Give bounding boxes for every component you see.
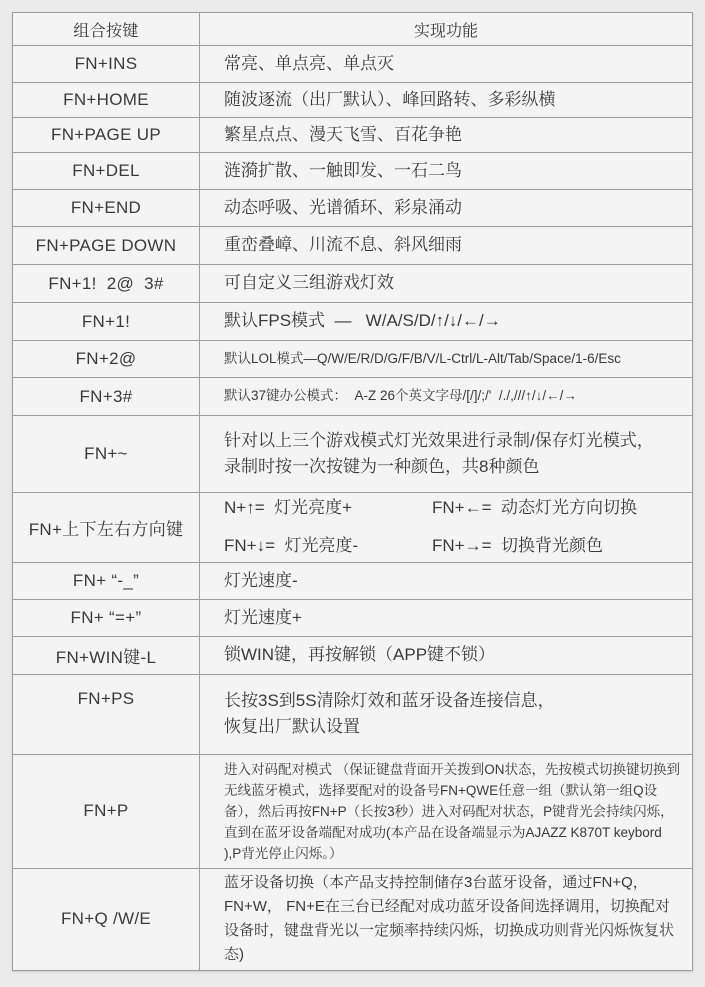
combo-key-cell: FN+上下左右方向键 bbox=[13, 493, 200, 563]
combo-key-cell: FN+ “-_” bbox=[13, 562, 200, 599]
function-line: 灯光速度+ bbox=[224, 607, 302, 627]
shortcut-brightness-down: FN+↓= 灯光亮度- bbox=[224, 536, 359, 556]
table-row bbox=[13, 46, 693, 83]
combo-key-cell: FN+PS bbox=[13, 674, 200, 754]
table-row bbox=[13, 83, 693, 118]
function-cell bbox=[200, 754, 693, 868]
table-row bbox=[13, 416, 693, 493]
combo-key-cell: FN+~ bbox=[13, 416, 200, 493]
function-cell bbox=[200, 265, 693, 303]
combo-key-cell: FN+DEL bbox=[13, 153, 200, 190]
function-line: 锁WIN键，再按解锁（APP键不锁） bbox=[224, 645, 496, 665]
combo-key-cell: FN+WIN键-L bbox=[13, 636, 200, 674]
function-cell bbox=[200, 118, 693, 153]
header-combo-keys: 组合按键 bbox=[13, 13, 200, 46]
manual-table bbox=[12, 12, 693, 971]
combo-key-cell: FN+PAGE DOWN bbox=[13, 227, 200, 265]
function-cell bbox=[200, 83, 693, 118]
combo-key-cell: FN+Q /W/E bbox=[13, 868, 200, 970]
shortcut-brightness-up: N+↑= 灯光亮度+ bbox=[224, 498, 353, 517]
bluetooth-switch-instructions: 蓝牙设备切换（本产品支持控制储存3台蓝牙设备，通过FN+Q，FN+W， FN+E在三台已经配对成功蓝牙设备间选择调用，切换配对设备时，键盘背光以一定频率持续闪烁，切换成功则背光闪烁恢复状态) bbox=[224, 874, 675, 964]
combo-key-cell: FN+2@ bbox=[13, 341, 200, 378]
function-cell bbox=[200, 493, 693, 563]
function-cell bbox=[200, 341, 693, 378]
function-line: 随波逐流（出厂默认）、峰回路转、多彩纵横 bbox=[224, 89, 556, 109]
function-line: 涟漪扩散、一触即发、一石二鸟 bbox=[224, 160, 462, 180]
combo-key-cell: FN+3# bbox=[13, 378, 200, 416]
shortcut-backlight-color: FN+→= 切换背光颜色 bbox=[432, 536, 603, 556]
table-row bbox=[13, 190, 693, 227]
table-row bbox=[13, 636, 693, 674]
function-cell bbox=[200, 868, 693, 970]
combo-key-cell: FN+END bbox=[13, 190, 200, 227]
table-row bbox=[13, 303, 693, 341]
combo-key-cell: FN+ “=+” bbox=[13, 599, 200, 636]
combo-key-cell: FN+HOME bbox=[13, 83, 200, 118]
header-function: 实现功能 bbox=[200, 13, 693, 46]
table-row bbox=[13, 754, 693, 868]
table-row bbox=[13, 153, 693, 190]
table-row bbox=[13, 265, 693, 303]
function-cell bbox=[200, 153, 693, 190]
table-row bbox=[13, 227, 693, 265]
combo-key-cell: FN+INS bbox=[13, 46, 200, 83]
function-line: 长按3S到5S清除灯效和蓝牙设备连接信息， bbox=[224, 690, 555, 710]
function-cell bbox=[200, 227, 693, 265]
combo-key-cell: FN+P bbox=[13, 754, 200, 868]
shortcut-direction-switch: FN+←= 动态灯光方向切换 bbox=[432, 498, 637, 517]
arrow-shortcut-grid bbox=[224, 495, 680, 560]
function-cell bbox=[200, 416, 693, 493]
function-cell bbox=[200, 674, 693, 754]
function-line: 默认37键办公模式： A-Z 26个英文字母/[/]/;/' /./,///↑/↓/←/→ bbox=[224, 388, 577, 404]
function-line: 动态呼吸、光谱循环、彩泉涌动 bbox=[224, 197, 462, 217]
table-row bbox=[13, 868, 693, 970]
function-line: 针对以上三个游戏模式灯光效果进行录制/保存灯光模式， bbox=[224, 430, 654, 450]
function-cell bbox=[200, 46, 693, 83]
function-line: 可自定义三组游戏灯效 bbox=[224, 273, 394, 293]
function-cell bbox=[200, 599, 693, 636]
combo-key-cell: FN+1! 2@ 3# bbox=[13, 265, 200, 303]
function-cell bbox=[200, 636, 693, 674]
table-row bbox=[13, 599, 693, 636]
function-line: 灯光速度- bbox=[224, 570, 298, 590]
table-row bbox=[13, 493, 693, 563]
function-line: 录制时按一次按键为一种颜色，共8种颜色 bbox=[224, 457, 540, 476]
function-line: 常亮、单点亮、单点灭 bbox=[224, 53, 394, 73]
header-row bbox=[13, 13, 693, 46]
function-cell bbox=[200, 303, 693, 341]
function-line: 繁星点点、漫天飞雪、百花争艳 bbox=[224, 124, 462, 144]
table-row bbox=[13, 341, 693, 378]
pairing-instructions: 进入对码配对模式 （保证键盘背面开关拨到ON状态，先按模式切换键切换到无线蓝牙模式，选择要配对的设备号FN+QWE任意一组（默认第一组Q设备），然后再按FN+P（长按3秒）进入对码配对状态，P键背光会持续闪烁，直到在蓝牙设备端配对成功(本产品在设备端显示为AJAZZ K870T keybord ),P背光停止闪烁。） bbox=[224, 761, 680, 861]
function-cell bbox=[200, 562, 693, 599]
function-line: 默认LOL模式—Q/W/E/R/D/G/F/B/V/L-Ctrl/L-Alt/Tab/Space/1-6/Esc bbox=[224, 350, 621, 366]
function-line: 重峦叠嶂、川流不息、斜风细雨 bbox=[224, 235, 462, 255]
table-row bbox=[13, 562, 693, 599]
table-row bbox=[13, 674, 693, 754]
function-cell bbox=[200, 378, 693, 416]
function-line: 恢复出厂默认设置 bbox=[224, 717, 360, 737]
function-cell bbox=[200, 190, 693, 227]
combo-key-cell: FN+PAGE UP bbox=[13, 118, 200, 153]
function-line: 默认FPS模式 — W/A/S/D/↑/↓/←/→ bbox=[224, 311, 501, 331]
table-row bbox=[13, 118, 693, 153]
table-row bbox=[13, 378, 693, 416]
combo-key-cell: FN+1! bbox=[13, 303, 200, 341]
